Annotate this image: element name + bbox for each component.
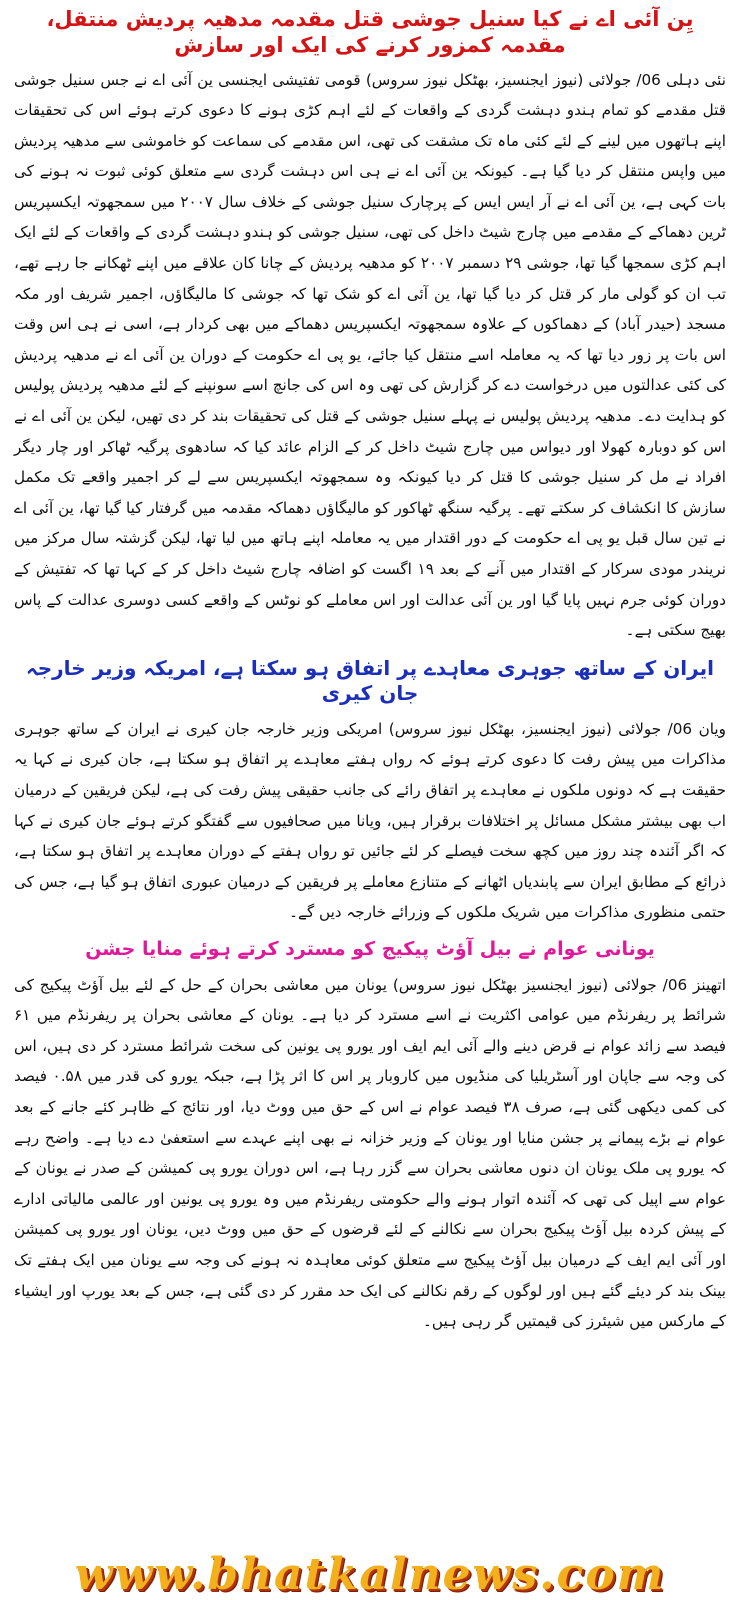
- article-body: اتھینز 06/ جولائی (نیوز ایجنسیز بھٹکل نیوز سروس) یونان میں معاشی بحران کے حل کے لئے بیل آؤٹ پیکیج کی شرائط پر ریفرنڈم میں عوامی اکثریت نے اسے مسترد کر دیا ہے۔ یونان کے معاشی بحران پر ریفرنڈم میں ۶۱ فیصد سے زائد عوام نے قرض دینے والے آئی ایم ایف اور یورو پی یونین کی سخت شرائط مسترد کر دی ہیں، اس کی وجہ سے جاپان اور آسٹریلیا کی منڈیوں میں کاروبار پر اس کا اثر پڑا ہے، جبکہ یورو کی قدر میں ۰.۵۸ فیصد کی کمی دیکھی گئی ہے، صرف ۳۸ فیصد عوام نے اس کے حق میں ووٹ دیا، اور نتائج کے ظاہر کئے جانے کے بعد عوام نے بڑے پیمانے پر جشن منایا اور یونان کے وزیر خزانہ نے بھی اپنے عہدے سے استعفیٰ دے دیا ہے۔ واضح رہے کہ یورو پی ملک یونان ان دنوں معاشی بحران سے گزر رہا ہے، اس دوران یورو پی کمیشن کے صدر نے یونان کے عوام سے اپیل کی تھی کہ آئندہ اتوار ہونے والے حکومتی ریفرنڈم میں وہ یورو پی یونین اور عالمی مالیاتی ادارے کے پیش کردہ بیل آؤٹ پیکیج بحران سے نکالنے کے لئے قرضوں کے حق میں ووٹ دیں، یونان اور یورو پی کمیشن اور آئی ایم ایف کے درمیان بیل آؤٹ پیکیج سے متعلق کوئی معاہدہ نہ ہونے کی وجہ سے یونان میں ایک ہفتے تک بینک بند کر دیئے گئے ہیں اور لوگوں کے رقم نکالنے کی ایک حد مقرر کر دی گئی ہے، جس کے بعد یورپ اور ایشیاء کے مارکس میں شیئرز کی قیمتیں گر رہی ہیں۔: [14, 975, 726, 1331]
- article-headline: ایران کے ساتھ جوہری معاہدے پر اتفاق ہو سکتا ہے، امریکہ وزیر خارجہ جان کیری: [26, 655, 714, 705]
- article-body: نئی دہلی 06/ جولائی (نیوز ایجنسیز، بھٹکل نیوز سروس) قومی تفتیشی ایجنسی ین آئی اے نے جس سنیل جوشی قتل مقدمے کو تمام ہندو دہشت گردی کے واقعات کے لئے اہم کڑی ہونے کا دعوی کرتے ہوئے اس کی تحقیقات اپنے ہاتھوں میں لینے کے لئے کئی ماہ تک مشقت کی تھی، اس مقدمے کی سماعت کو خاموشی سے مدھیہ پردیش میں واپس منتقل کر دیا گیا ہے۔ کیونکہ ین آئی اے نے ہی اس دہشت گردی سے متعلق کوئی ثبوت نہ ہونے کی بات کہی ہے، ین آئی اے نے آر ایس ایس کے پرچارک سنیل جوشی کے خلاف سال ۲۰۰۷ میں سمجھوتہ ایکسپریس ٹرین دھماکے کے مقدمے میں چارج شیٹ داخل کی تھی، سنیل جوشی کو ہندو دہشت گردی کے واقعات کے لئے ایک اہم کڑی سمجھا گیا تھا، جوشی ۲۹ دسمبر ۲۰۰۷ کو مدھیہ پردیش کے چانا کان علاقے میں اپنے ٹھکانے جا رہے تھے، تب ان کو گولی مار کر قتل کر دیا گیا تھا، ین آئی اے کو شک تھا کہ جوشی کا مالیگاؤں، اجمیر شریف اور مکہ مسجد (حیدر آباد) کے دھماکوں کے علاوہ سمجھوتہ ایکسپریس دھماکے میں بھی کردار ہے، اسی نے ہی اس وقت اس بات پر زور دیا تھا کہ یہ معاملہ اسے منتقل کیا جائے، یو پی اے حکومت کے دوران ین آئی اے نے مدھیہ پردیش کی کئی عدالتوں میں درخواست دے کر گزارش کی تھی وہ اس کی جانچ اسے سونپنے کے لئے مدھیہ پردیش پولیس کو ہدایت دے۔ مدھیہ پردیش پولیس نے پہلے سنیل جوشی کے قتل کی تحقیقات بند کر دی تھیں، لیکن ین آئی اے نے اس کو دوبارہ کھولا اور دیواس میں چارج شیٹ داخل کر کے الزام عائد کیا کہ سادھوی پرگیہ ٹھاکر اور چار دیگر افراد نے مل کر سنیل جوشی کا قتل کر دیا کیونکہ وہ سمجھوتہ ایکسپریس سے لے کر اجمیر واقعے تک مکمل سازش کا انکشاف کر سکتے تھے۔ پرگیہ سنگھ ٹھاکور کو مالیگاؤں دھماکہ مقدمہ میں گرفتار کیا گیا تھا، ین آئی اے نے تین سال قبل یو پی اے حکومت کے دور اقتدار میں یہ معاملہ اپنے ہاتھ میں لیا تھا، لیکن گزشتہ سال مرکز میں نریندر مودی سرکار کے اقتدار میں آنے کے بعد ۱۹ اگست کو اضافہ چارج شیٹ داخل کر کے کہا تھا کہ تفتیش کے دوران کوئی جرم نہیں پایا گیا اور ین آئی عدالت اور اس معاملے کو نوٹس کے واقعے کسی دوسری عدالت کے پاس بھیج سکتی ہے۔: [14, 70, 726, 640]
- article-headline: یِن آئی اے نے کیا سنیل جوشی قتل مقدمہ مدھیہ پردیش منتقل، مقدمہ کمزور کرنے کی ایک اور سازش: [46, 7, 694, 58]
- article-iran-nuclear-deal: [14, 652, 726, 928]
- site-url-logo[interactable]: www.bhatkalnews.com: [74, 1550, 666, 1600]
- site-footer-banner: [0, 1550, 740, 1600]
- article-greece-bailout: [14, 934, 726, 1337]
- article-body: ویان 06/ جولائی (نیوز ایجنسیز، بھٹکل نیوز سروس) امریکی وزیر خارجہ جان کیری نے ایران کے ساتھ جوہری مذاکرات میں پیش رفت کا دعوی کرتے ہوئے کہ رواں ہفتے معاہدے پر اتفاق ہو سکتا ہے، جان کیری نے کہا یہ حقیقت ہے کہ دونوں ملکوں نے معاہدے پر اتفاق رائے کی جانب حقیقی پیش رفت کی ہے، لیکن فریقین کے درمیان اب بھی بیشتر مشکل مسائل پر اختلافات برقرار ہیں، ویانا میں صحافیوں سے گفتگو کرتے ہوئے جان کیری نے کہا کہ اگر آئندہ چند روز میں کچھ سخت فیصلے کر لئے جائیں تو رواں ہفتے کے دوران معاہدے پر اتفاق ہو سکتا ہے، ذرائع کے مطابق ایران سے پابندیاں اٹھانے کے متنازع معاملے پر فریقین کے درمیان عبوری اتفاق ہو گیا ہے، جس کی حتمی منظوری مذاکرات میں شریک ملکوں کے وزرائے خارجہ دیں گے۔: [14, 719, 726, 922]
- article-nia-sunil-joshi: [14, 4, 726, 646]
- article-headline: یونانی عوام نے بیل آؤٹ پیکیج کو مسترد کرتے ہوئے منایا جشن: [85, 937, 655, 960]
